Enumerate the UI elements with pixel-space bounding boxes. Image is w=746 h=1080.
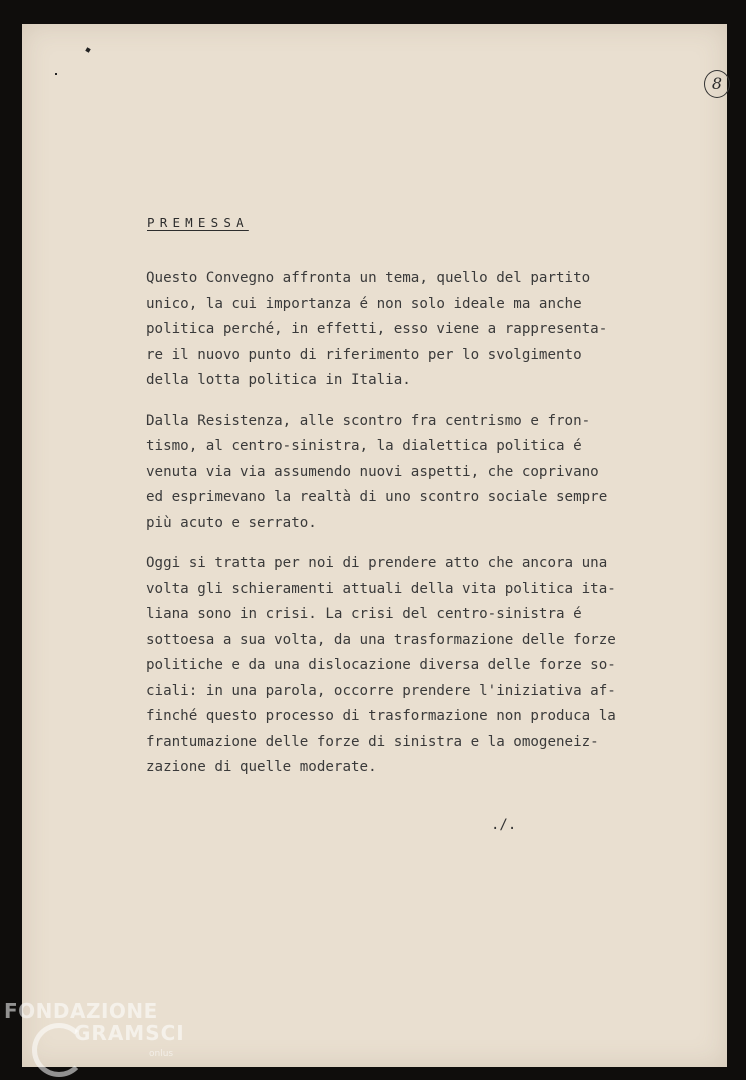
paragraph: [146, 266, 636, 394]
text-line: unico, la cui importanza é non solo ideale ma anche: [146, 295, 582, 312]
text-line: liana sono in crisi. La crisi del centro-sinistra é: [146, 606, 582, 622]
text-line: politica perché, in effetti, esso viene a rappresenta-: [146, 321, 608, 337]
page-number: 8: [704, 70, 730, 98]
text-line: re il nuovo punto di riferimento per lo svolgimento: [146, 346, 582, 363]
ink-speck: [85, 47, 90, 52]
body-text: [146, 266, 636, 796]
text-line: più acuto e serrato.: [146, 514, 317, 531]
paragraph: [146, 409, 636, 537]
watermark-text: FONDAZIONE: [4, 999, 158, 1023]
section-heading: PREMESSA: [147, 215, 249, 230]
watermark-text: GRAMSCI: [74, 1021, 185, 1045]
text-line: venuta via via assumendo nuovi aspetti, che coprivano: [146, 463, 599, 480]
text-line: Questo Convegno affronta un tema, quello del partito: [146, 270, 591, 286]
text-line: volta gli schieramenti attuali della vita politica ita-: [146, 580, 616, 597]
text-line: frantumazione delle forze di sinistra e la omogeneiz-: [146, 733, 599, 750]
text-line: tismo, al centro-sinistra, la dialettica politica é: [146, 438, 582, 454]
fondazione-gramsci-watermark: [4, 997, 194, 1077]
paragraph: [146, 551, 636, 781]
continuation-mark: ./.: [491, 817, 517, 833]
text-line: politiche e da una dislocazione diversa delle forze so-: [146, 657, 616, 673]
text-line: zazione di quelle moderate.: [146, 759, 377, 775]
text-line: Dalla Resistenza, alle scontro fra centrismo e fron-: [146, 412, 591, 429]
ink-speck: [55, 73, 57, 75]
text-line: sottoesa a sua volta, da una trasformazione delle forze: [146, 631, 616, 648]
text-line: della lotta politica in Italia.: [146, 372, 411, 388]
text-line: finché questo processo di trasformazione non produca la: [146, 708, 616, 724]
text-line: ciali: in una parola, occorre prendere l'iniziativa af-: [146, 682, 616, 699]
text-line: ed esprimevano la realtà di uno scontro sociale sempre: [146, 489, 608, 505]
watermark-text: onlus: [149, 1049, 174, 1059]
text-line: Oggi si tratta per noi di prendere atto che ancora una: [146, 555, 608, 571]
